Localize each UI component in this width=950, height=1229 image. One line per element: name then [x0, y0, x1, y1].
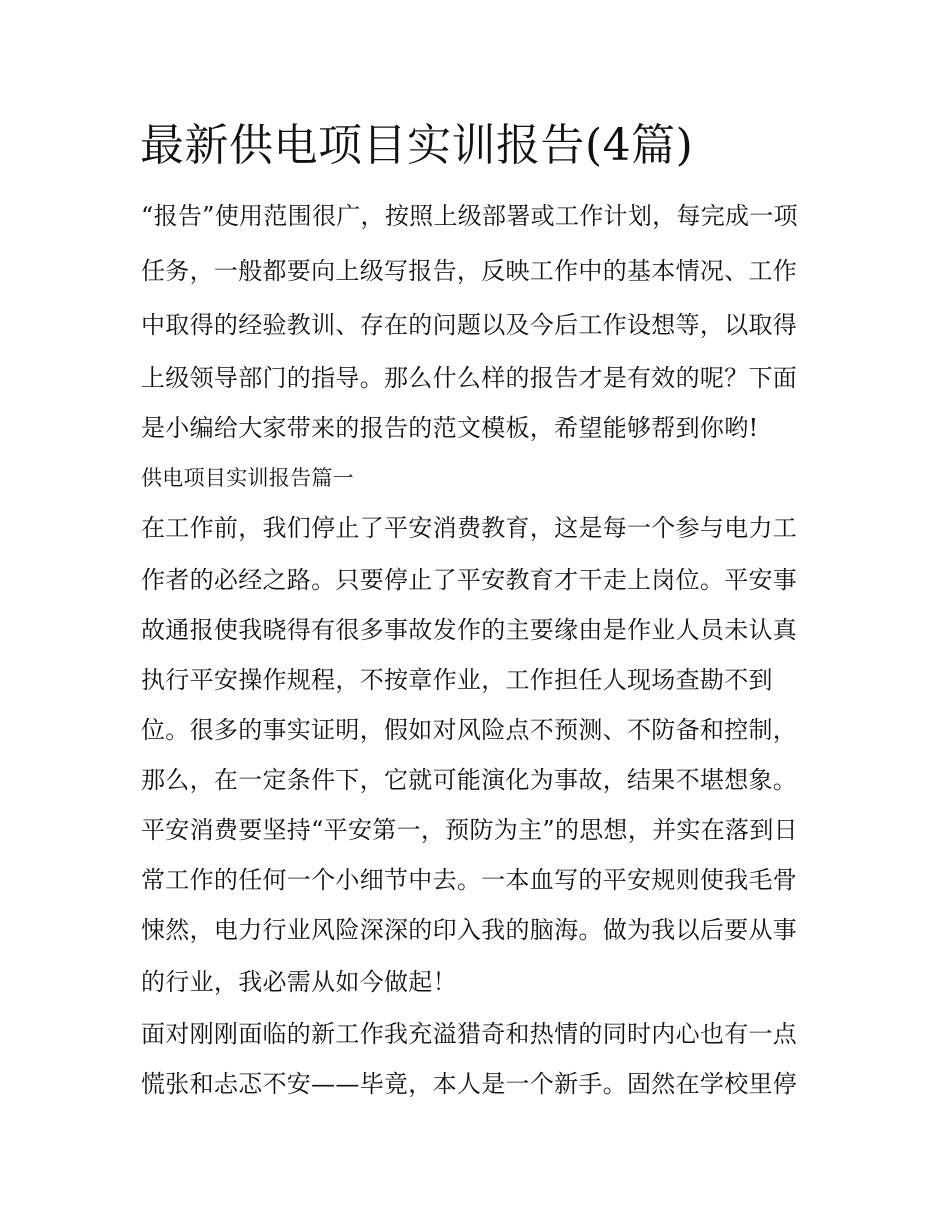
paragraph-line: 悚然，电力行业风险深深的印入我的脑海。做为我以后要从事: [141, 916, 798, 944]
intro-line: 中取得的经验教训、存在的问题以及今后工作设想等，以取得: [141, 311, 798, 339]
document-title: 最新供电项目实训报告(4篇): [140, 120, 694, 171]
paragraph-line: 作者的必经之路。只要停止了平安教育才干走上岗位。平安事: [141, 566, 798, 594]
intro-line: 是小编给大家带来的报告的范文模板，希望能够帮到你哟!: [141, 414, 759, 442]
intro-line: 上级领导部门的指导。那么什么样的报告才是有效的呢？下面: [141, 364, 798, 392]
paragraph-line: 面对刚刚面临的新工作我充溢猎奇和热情的同时内心也有一点: [141, 1020, 798, 1048]
paragraph-line: 慌张和忐忑不安——毕竟，本人是一个新手。固然在学校里停: [141, 1070, 798, 1098]
paragraph-line: 在工作前，我们停止了平安消费教育，这是每一个参与电力工: [141, 514, 798, 542]
intro-line: 任务，一般都要向上级写报告，反映工作中的基本情况、工作: [141, 257, 798, 285]
paragraph-line: 故通报使我晓得有很多事故发作的主要缘由是作业人员未认真: [141, 616, 798, 644]
paragraph-line: 那么，在一定条件下，它就可能演化为事故，结果不堪想象。: [141, 766, 798, 794]
intro-line: “报告”使用范围很广，按照上级部署或工作计划，每完成一项: [141, 202, 798, 230]
paragraph-line: 位。很多的事实证明，假如对风险点不预测、不防备和控制，: [141, 716, 798, 744]
paragraph-line: 平安消费要坚持“平安第一，预防为主”的思想，并实在落到日: [141, 816, 798, 844]
paragraph-line: 的行业，我必需从如今做起！: [141, 968, 457, 996]
paragraph-line: 常工作的任何一个小细节中去。一本血写的平安规则使我毛骨: [141, 866, 798, 894]
section-heading: 供电项目实训报告篇一: [141, 466, 354, 490]
paragraph-line: 执行平安操作规程，不按章作业，工作担任人现场查勘不到: [141, 666, 773, 694]
